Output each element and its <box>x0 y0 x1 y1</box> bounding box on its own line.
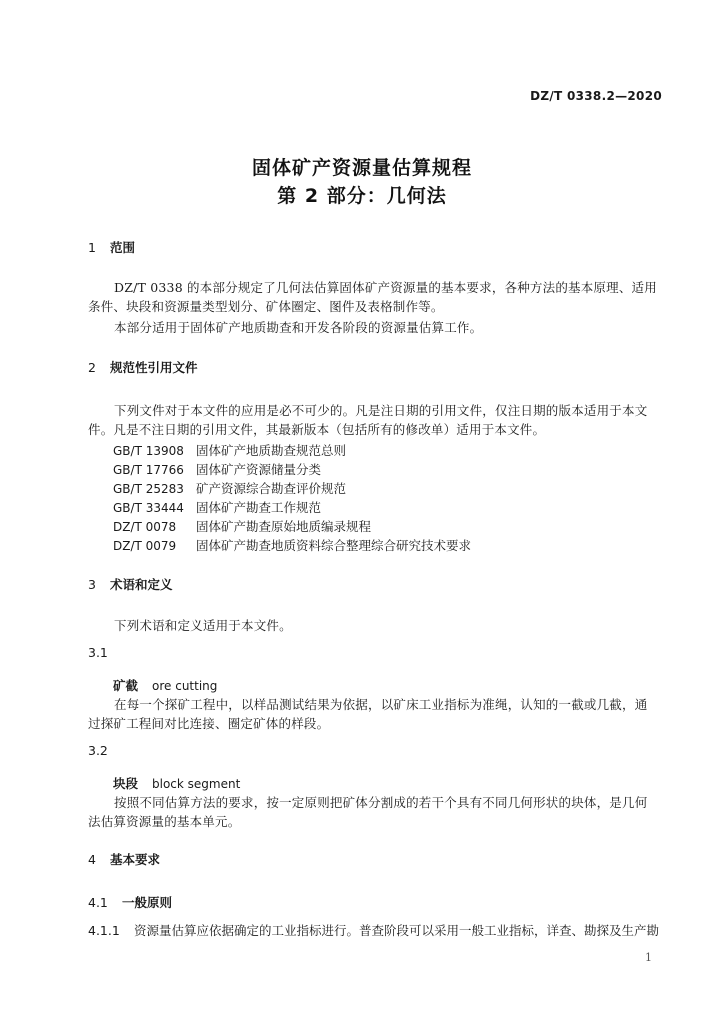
term-definition: 按照不同估算方法的要求，按一定原则把矿体分割成的若干个具有不同几何形状的块体，是几何法估算资源量的基本单元。 <box>88 795 648 829</box>
paragraph: 下列文件对于本文件的应用是必不可少的。凡是注日期的引用文件，仅注日期的版本适用于本文件。凡是不注日期的引用文件，其最新版本（包括所有的修改单）适用于本文件。 <box>88 403 648 437</box>
subclause-heading <box>88 893 172 911</box>
reference-title: 固体矿产资源储量分类 <box>196 462 322 477</box>
reference-code: DZ/T 0079 <box>113 539 177 553</box>
term-definition: 在每一个探矿工程中，以样品测试结果为依据，以矿床工业指标为准绳，认知的一截或几截，通过探矿工程间对比连接、圈定矿体的样段。 <box>88 697 648 731</box>
clause-body: 资源量估算应依据确定的工业指标进行。普查阶段可以采用一般工业指标，详查、勘探及生产勘 <box>134 923 660 938</box>
section-title: 范围 <box>110 240 136 255</box>
term-chinese: 块段 <box>113 776 139 791</box>
paragraph: 本部分适用于固体矿产地质勘查和开发各阶段的资源量估算工作。 <box>114 320 483 335</box>
reference-item <box>113 441 346 459</box>
page-number: 1 <box>645 951 652 964</box>
reference-title: 固体矿产地质勘查规范总则 <box>196 443 347 458</box>
section-title: 基本要求 <box>110 852 161 867</box>
clause-number: 4.1.1 <box>88 923 120 938</box>
reference-code: GB/T 17766 <box>113 463 184 477</box>
clause-title: 一般原则 <box>122 895 173 910</box>
reference-code: DZ/T 0078 <box>113 520 177 534</box>
section-title: 术语和定义 <box>110 577 173 592</box>
reference-item <box>113 517 371 535</box>
reference-title: 固体矿产勘查原始地质编录规程 <box>196 519 372 534</box>
reference-code: GB/T 13908 <box>113 444 184 458</box>
reference-title: 固体矿产勘查工作规范 <box>196 500 322 515</box>
reference-title: 固体矿产勘查地质资料综合整理综合研究技术要求 <box>196 538 472 553</box>
document-title: 固体矿产资源量估算规程 <box>251 157 472 179</box>
clause-text <box>88 923 659 938</box>
reference-code: GB/T 33444 <box>113 501 184 515</box>
reference-item <box>113 536 471 554</box>
paragraph: 下列术语和定义适用于本文件。 <box>114 618 292 633</box>
reference-item <box>113 498 321 516</box>
section-heading-3 <box>88 577 173 592</box>
document-subtitle: 第 2 部分：几何法 <box>277 185 447 207</box>
section-title: 规范性引用文件 <box>110 360 198 375</box>
clause-number: 3.1 <box>88 645 108 660</box>
term-english: ore cutting <box>152 679 218 693</box>
clause-number: 4.1 <box>88 895 108 910</box>
section-number: 4 <box>88 852 96 867</box>
paragraph: DZ/T 0338 的本部分规定了几何法估算固体矿产资源量的基本要求，各种方法的基本原理、适用条件、块段和资源量类型划分、矿体圈定、图件及表格制作等。 <box>88 280 657 314</box>
term-entry <box>113 774 240 792</box>
reference-title: 矿产资源综合勘查评价规范 <box>196 481 347 496</box>
reference-item <box>113 460 321 478</box>
section-number: 2 <box>88 360 96 375</box>
standard-code: DZ/T 0338.2—2020 <box>530 89 662 103</box>
reference-code: GB/T 25283 <box>113 482 184 496</box>
term-entry <box>113 676 217 694</box>
section-heading-4 <box>88 852 160 867</box>
term-english: block segment <box>152 777 241 791</box>
section-heading-2 <box>88 360 198 375</box>
section-heading-1 <box>88 240 135 255</box>
term-chinese: 矿截 <box>113 678 139 693</box>
reference-item <box>113 479 346 497</box>
clause-number: 3.2 <box>88 743 108 758</box>
section-number: 1 <box>88 240 96 255</box>
section-number: 3 <box>88 577 96 592</box>
